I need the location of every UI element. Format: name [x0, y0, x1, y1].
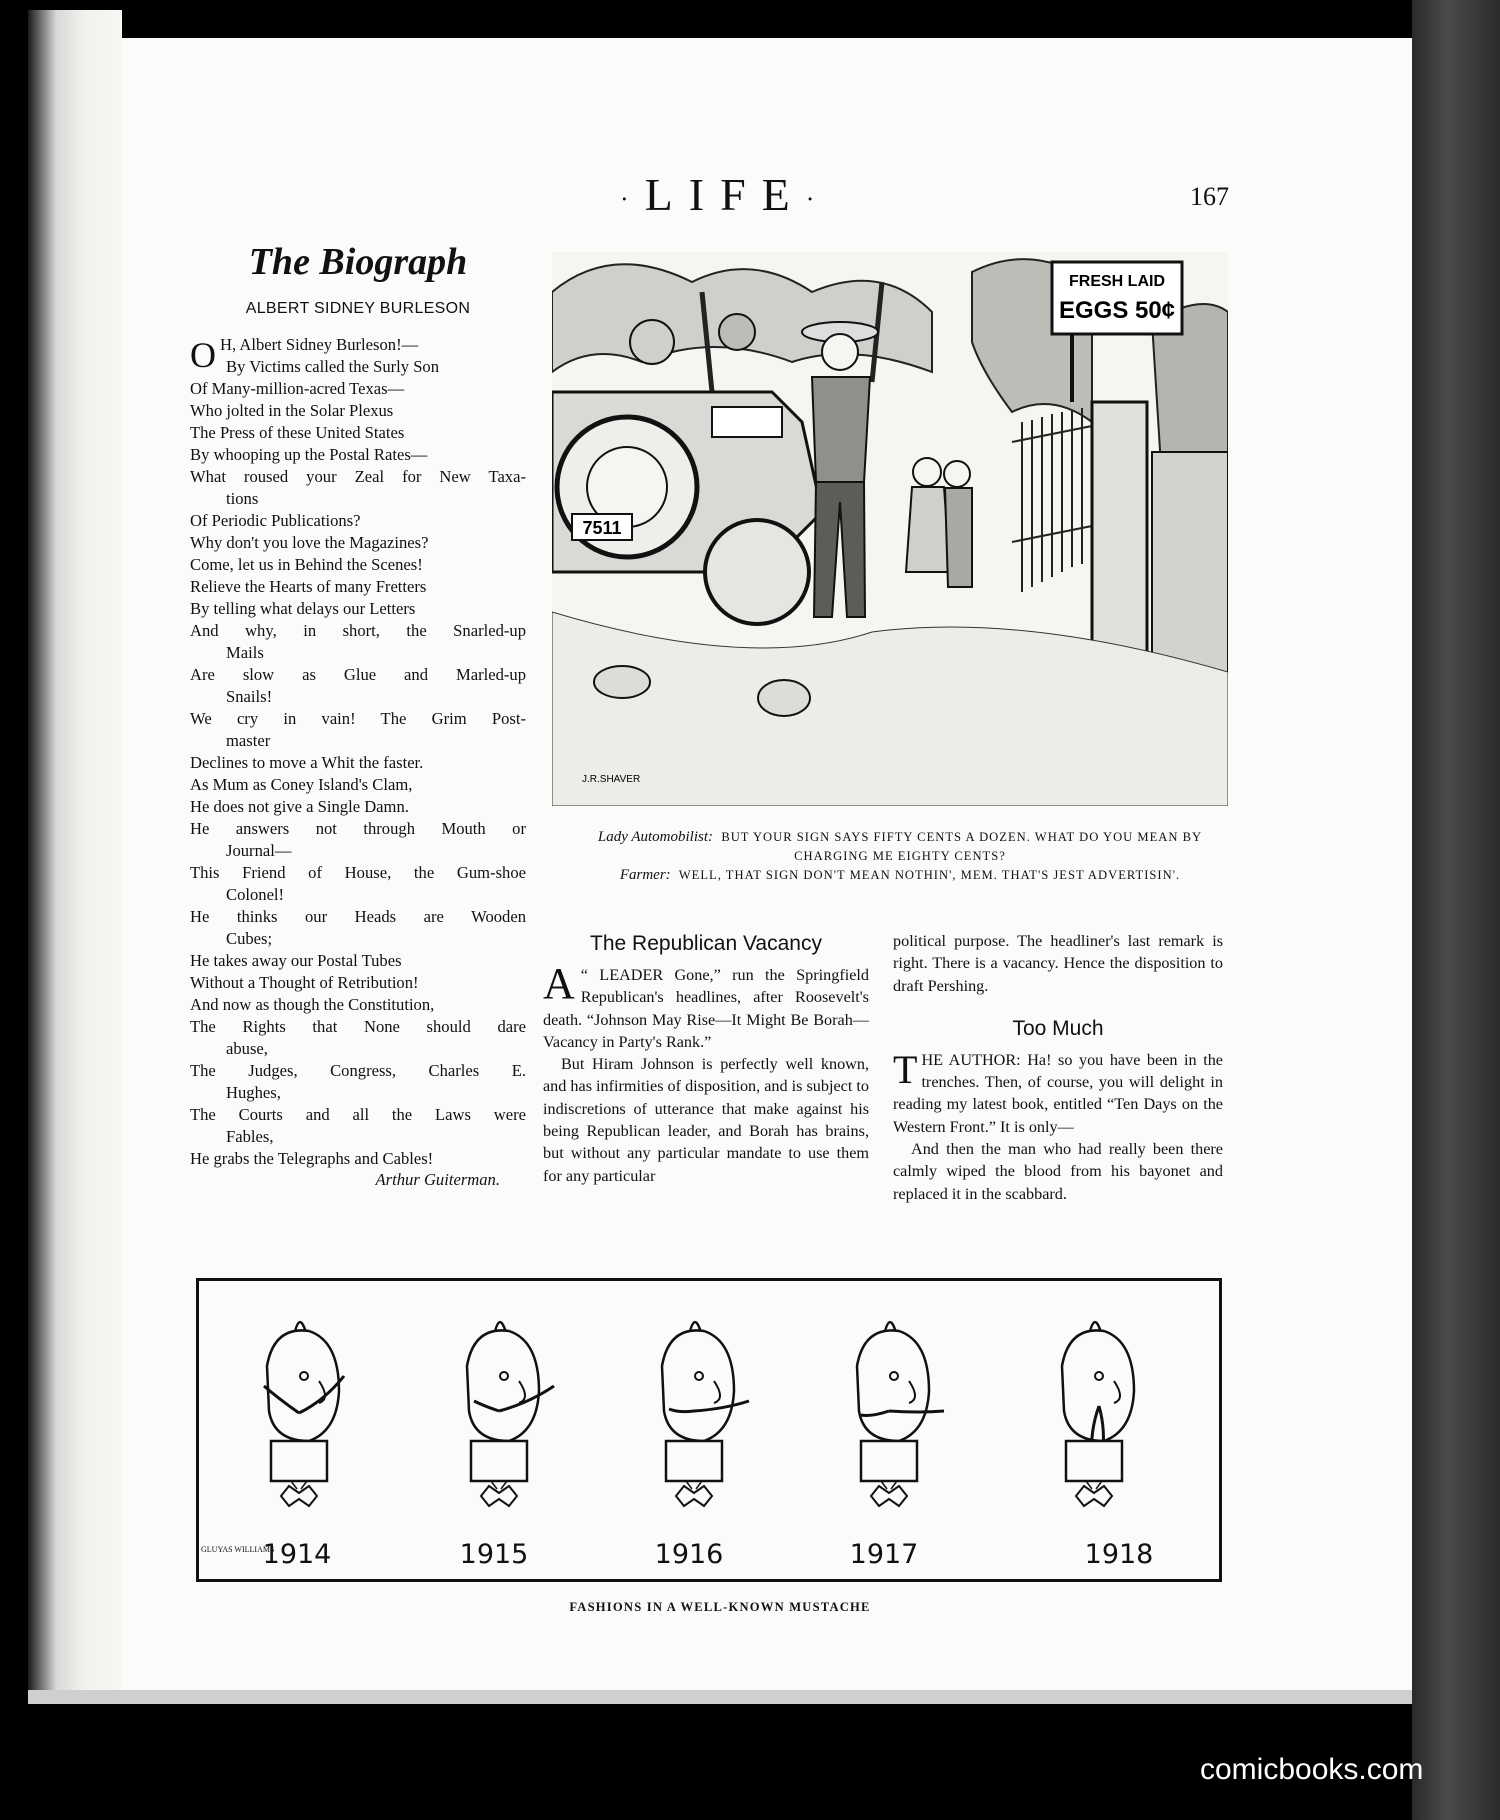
cartoon-artist-signature: J.R.SHAVER: [582, 774, 641, 785]
poem-line: Why don't you love the Magazines?: [190, 533, 429, 552]
kaiser-head-1916: [662, 1322, 749, 1506]
too-much-paragraph-2: And then the man who had really been there calmly wiped the blood from his bayonet and replaced it in the scabbard.: [893, 1140, 1223, 1203]
poem-line: Mails: [226, 643, 264, 662]
poem-line: The Courts and all the Laws were: [190, 1105, 526, 1124]
poem-line: Colonel!: [226, 885, 285, 904]
poem-line: He does not give a Single Damn.: [190, 797, 409, 816]
mustache-artist-signature: GLUYAS WILLIAMS: [201, 1545, 275, 1554]
poem-line: And now as though the Constitution,: [190, 995, 435, 1014]
poem-line: As Mum as Coney Island's Clam,: [190, 775, 413, 794]
sign-line-2: EGGS 50¢: [1058, 297, 1176, 324]
roadside-eggs-cartoon: [552, 252, 1228, 806]
poem-line: By telling what delays our Letters: [190, 599, 416, 618]
poem-line: master: [226, 731, 271, 750]
poem-line: The Rights that None should dare: [190, 1017, 526, 1036]
license-plate: 7511: [582, 518, 622, 538]
poem-line: Who jolted in the Solar Plexus: [190, 401, 394, 420]
poem-line: Fables,: [226, 1127, 274, 1146]
poem-line: Of Many-million-acred Texas—: [190, 379, 405, 398]
poem-dropcap: O: [190, 335, 216, 375]
year-1914: 1914: [262, 1539, 332, 1570]
poem-line: By Victims called the Surly Son: [226, 357, 440, 376]
republican-vacancy-article: [543, 932, 869, 1187]
page-number: 167: [1190, 182, 1229, 211]
poem-line: Cubes;: [226, 929, 273, 948]
masthead: ·LIFE·: [620, 169, 831, 220]
kaiser-heads: [199, 1281, 1219, 1531]
poem-line: He grabs the Telegraphs and Cables!: [190, 1149, 434, 1168]
year-1916: 1916: [654, 1539, 724, 1570]
poem-line: What roused your Zeal for New Taxa-: [190, 467, 526, 486]
page-bottom-edge: [28, 1690, 1412, 1704]
mustache-caption: FASHIONS IN A WELL-KNOWN MUSTACHE: [569, 1600, 871, 1614]
too-much-title: Too Much: [1012, 1016, 1104, 1040]
article-title: The Republican Vacancy: [590, 932, 822, 955]
kaiser-head-1918: [1062, 1322, 1134, 1506]
kaiser-head-1914: [264, 1322, 344, 1506]
poem-line: Without a Thought of Retribution!: [190, 973, 419, 992]
poem-line: Journal—: [226, 841, 292, 860]
poem-line: tions: [226, 489, 259, 508]
children-figures: [906, 458, 972, 587]
caption-speaker-2: Farmer:: [619, 867, 671, 883]
poem-author: Arthur Guiterman.: [375, 1170, 500, 1189]
caption-line-1: BUT YOUR SIGN SAYS FIFTY CENTS A DOZEN. WHAT DO YOU MEAN BY CHARGING ME EIGHTY CENTS?: [721, 830, 1203, 863]
poem-line: Snails!: [226, 687, 273, 706]
kaiser-head-1917: [857, 1322, 944, 1506]
masthead-title: LIFE: [644, 169, 806, 220]
poem-line: He thinks our Heads are Wooden: [190, 907, 526, 926]
poem-line: The Press of these United States: [190, 423, 405, 442]
poem-line: The Judges, Congress, Charles E.: [190, 1061, 526, 1080]
poem-title: The Biograph: [248, 241, 468, 283]
poem-line: And why, in short, the Snarled-up: [190, 621, 526, 640]
article-dropcap: A: [543, 959, 575, 1008]
too-much-dropcap: T: [893, 1046, 918, 1092]
year-1918: 1918: [1084, 1539, 1154, 1570]
poem-line: Relieve the Hearts of many Fretters: [190, 577, 427, 596]
caption-speaker-1: Lady Automobilist:: [597, 829, 714, 845]
poem-body: [190, 334, 526, 1170]
caption-line-2: WELL, THAT SIGN DON'T MEAN NOTHIN', MEM. THAT'S JEST ADVERTISIN'.: [678, 868, 1181, 882]
poem-subtitle: ALBERT SIDNEY BURLESON: [245, 300, 471, 317]
poem-line: Declines to move a Whit the faster.: [190, 753, 424, 772]
too-much-paragraph-1: THE AUTHOR: Ha! so you have been in the trenches. Then, of course, you will delight in reading my latest book, entitled “Ten Days on the Western Front.” It is only—: [893, 1046, 1223, 1136]
watermark: comicbooks.com: [1200, 1753, 1424, 1786]
poem-line: By whooping up the Postal Rates—: [190, 445, 428, 464]
kaiser-head-1915: [467, 1322, 554, 1506]
poem-line: He takes away our Postal Tubes: [190, 951, 402, 970]
right-column: [893, 930, 1223, 1205]
poem-line: This Friend of House, the Gum-shoe: [190, 863, 526, 882]
article-paragraph-2: But Hiram Johnson is perfectly well known, and has infirmities of disposition, and is subject to indiscretions of utterance that make against his being Republican leader, and Borah has brains, but without any particular mandate to use them for any particular: [543, 1055, 869, 1185]
egg-basket: [712, 407, 782, 437]
poem-line: He answers not through Mouth or: [190, 819, 526, 838]
book-gutter: [28, 10, 122, 1690]
article-paragraph-1: A “ LEADER Gone,” run the Springfield Republican's headlines, after Roosevelt's death. “Johnson May Rise—It Might Be Borah—Vacancy in Party's Rank.”: [543, 959, 869, 1051]
article-paragraph-3: political purpose. The headliner's last remark is right. There is a vacancy. Hence the disposition to draft Pershing.: [893, 932, 1223, 995]
chicken-2: [758, 680, 810, 716]
sign-line-1: FRESH LAID: [1069, 273, 1165, 290]
poem-line: Of Periodic Publications?: [190, 511, 361, 530]
poem-line: Are slow as Glue and Marled-up: [190, 665, 526, 684]
chicken-1: [594, 666, 650, 698]
poem-line: abuse,: [226, 1039, 268, 1058]
biograph-poem: [190, 240, 526, 1190]
poem-line: We cry in vain! The Grim Post-: [190, 709, 526, 728]
poem-line: Come, let us in Behind the Scenes!: [190, 555, 423, 574]
year-1917: 1917: [849, 1539, 919, 1570]
scanner-background: [1412, 0, 1500, 1820]
poem-line: Hughes,: [226, 1083, 281, 1102]
cartoon-caption: [570, 828, 1230, 885]
poem-line: O H, Albert Sidney Burleson!—: [190, 335, 419, 375]
mustache-cartoon: [196, 1278, 1222, 1582]
year-1915: 1915: [459, 1539, 529, 1570]
